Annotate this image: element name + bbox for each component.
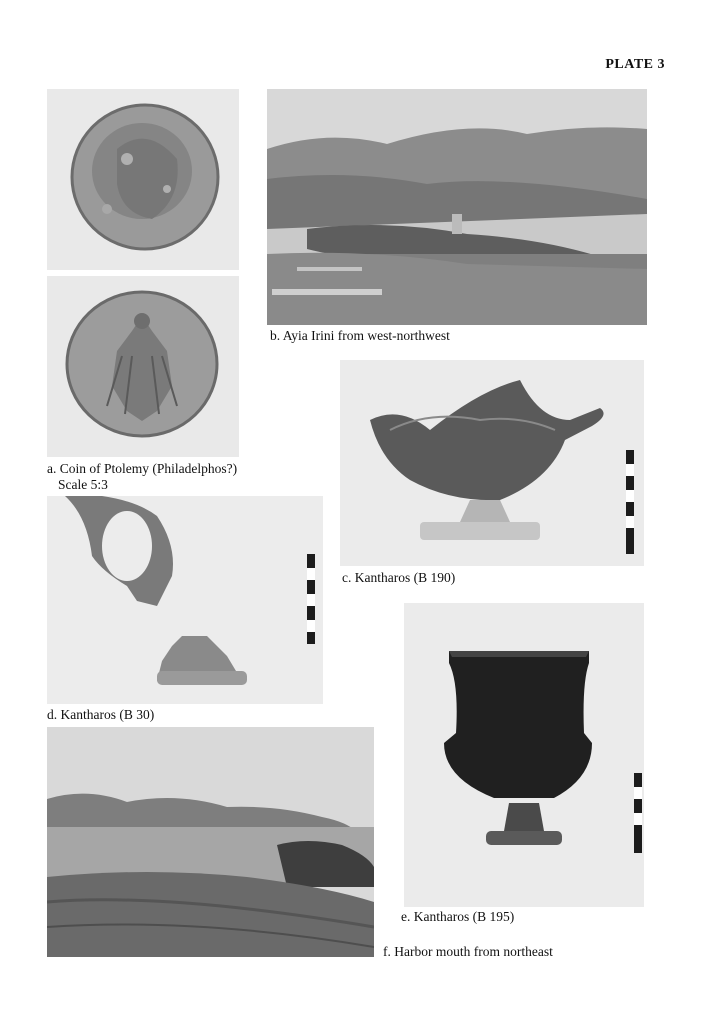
caption-a-line2: Scale 5:3: [58, 477, 108, 492]
kantharos-b195-photo: [404, 603, 644, 907]
coin-reverse-image: [47, 276, 239, 457]
kantharos-b195-image: [404, 603, 644, 907]
caption-b: b. Ayia Irini from west-northwest: [270, 328, 450, 343]
caption-c: c. Kantharos (B 190): [342, 570, 456, 585]
kantharos-b30-photo: [47, 496, 323, 704]
kantharos-b30-image: [47, 496, 323, 704]
ayia-irini-photo: [267, 89, 647, 325]
harbor-mouth-image: [47, 727, 374, 957]
harbor-mouth-photo: [47, 727, 374, 957]
kantharos-b190-image: [340, 360, 644, 566]
plate-number: 3: [657, 57, 665, 72]
plate-header: [605, 57, 665, 73]
caption-d: d. Kantharos (B 30): [47, 707, 155, 722]
coin-obverse-image: [47, 89, 239, 270]
kantharos-b190-photo: [340, 360, 644, 566]
coin-obverse-photo: [47, 89, 239, 270]
caption-f: f. Harbor mouth from northeast: [383, 944, 553, 959]
caption-a-line1: a. Coin of Ptolemy (Philadelphos?): [47, 461, 238, 476]
caption-e: e. Kantharos (B 195): [401, 909, 515, 924]
coin-reverse-photo: [47, 276, 239, 457]
plate-label: PLATE: [605, 57, 654, 72]
ayia-irini-image: [267, 89, 647, 325]
